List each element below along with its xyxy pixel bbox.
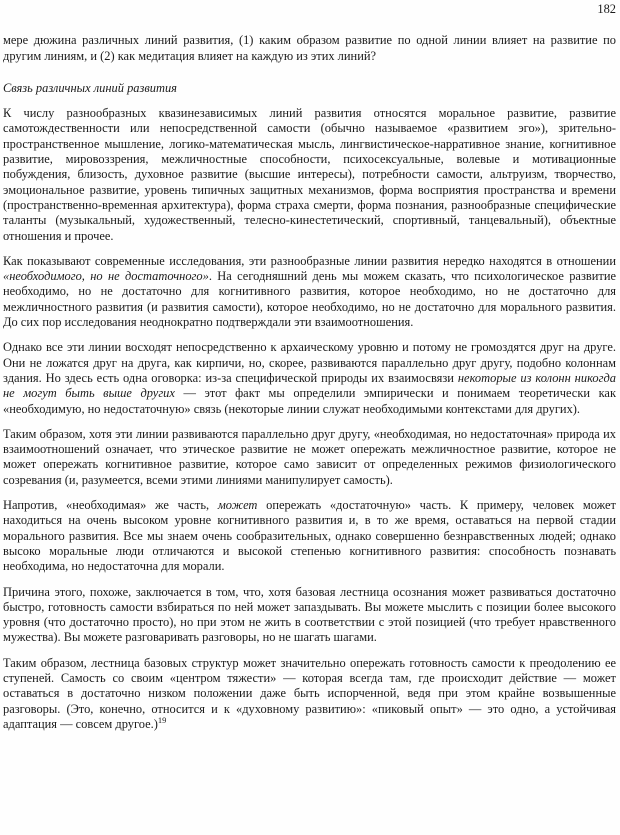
paragraph-text: Однако все эти линии восходят непосредственно к архаическому уровню и потому не громоздятся друг на друге. Они не ложатся друг на друга, как кирпичи, но, скорее, развиваются параллельно друг другу, подобно колоннам здания. Но здесь есть одна оговорка: из-за специфической природы их взаимосвязи bbox=[3, 340, 616, 385]
italic-phrase: может bbox=[217, 498, 258, 513]
page-number: 182 bbox=[597, 2, 616, 16]
section-heading: Связь различных линий развития bbox=[3, 80, 177, 95]
paragraph-necessary-not-sufficient bbox=[3, 254, 616, 330]
paragraph-text: опережать «достаточную» часть. К примеру, человек может находиться на очень высоком уровне когнитивного развития и, в то же время, оставаться на первой стадии морального развития. Все мы знаем очень сообразительных, однако совершенно безнравственных людей; однако высоко моральные люди отличаются и высокой степенью когнитивного развития: способность познавать необходима, но недостаточна для морали. bbox=[3, 498, 616, 574]
italic-phrase: «необходимого, но не достаточного» bbox=[3, 269, 209, 284]
paragraph-columns-analogy bbox=[3, 340, 616, 416]
paragraph-quasi-independent-lines bbox=[3, 106, 616, 244]
paragraph-parallel-development bbox=[3, 427, 616, 488]
paragraph-text: Как показывают современные исследования, эти разнообразные линии развития нередко находятся в отношении bbox=[3, 253, 616, 268]
paragraph-text: Таким образом, хотя эти линии развиваются параллельно друг другу, «необходимая, но недостаточная» природа их взаимоотношений означает, что этическое развитие не может опережать межличностное развитие, которое не может опережать когнитивное развитие, которое само зависит от определенных режимов физиологического созревания (и, разумеется, всеми этими линиями манипулирует самость). bbox=[3, 426, 616, 487]
paragraph-text: Напротив, «необходимая» же часть, bbox=[3, 498, 218, 513]
italic-phrase: некоторые из колонн никогда не могут быть выше других bbox=[3, 370, 616, 401]
paragraph-text: Таким образом, лестница базовых структур может значительно опережать готовность самости к преодолению ее ступеней. Самость со своим «центром тяжести» — которая всегда там, где происходит действие — может оставаться в достаточно низком положении даже быть испорченной, ведя при этом крайне возвышенные разговоры. (Это, конечно, относится и к «духовному развитию»: «пиковый опыт» — это одно, а устойчивая адаптация — совсем другое.) bbox=[3, 655, 616, 731]
paragraph-intro-continuation bbox=[3, 33, 616, 64]
document-page bbox=[3, 2, 616, 835]
footnote-reference: 19 bbox=[157, 714, 167, 725]
paragraph-text: . На сегодняшний день мы можем сказать, что психологическое развитие необходимо, но не достаточно для когнитивного развития, которое необходимо, но не достаточно для межличностного развития (и развития самости), которое необходимо, но не достаточно для морального развития. До сих пор исследования неоднократно подтверждали эти взаимоотношения. bbox=[3, 269, 616, 330]
paragraph-text: — этот факт мы определили эмпирически и понимаем теоретически как «необходимую, но недостаточную» связь (некоторые линии служат необходимыми контекстами для других). bbox=[3, 386, 616, 416]
paragraph-text: Причина этого, похоже, заключается в том, что, хотя базовая лестница осознания может развиваться достаточно быстро, готовность самости взбираться по ней может запаздывать. Вы можете мыслить с позиции более высокого уровня (что достаточно просто), но при этом не жить в соответствии с этой позицией (что требует нравственного мужества). Вы можете разговаривать разговоры, но не шагать шагами. bbox=[3, 584, 616, 645]
paragraph-reason bbox=[3, 585, 616, 646]
paragraph-text: мере дюжина различных линий развития, (1) каким образом развитие по одной линии влияет на развитие по другим линиям, и (2) как медитация влияет на каждую из этих линий? bbox=[3, 33, 616, 63]
paragraph-conversely bbox=[3, 498, 616, 574]
paragraph-text: К числу разнообразных квазинезависимых линий развития относятся моральное развитие, развитие самотождественности или непосредственной самости (обычно называемое «развитием эго»), зрительно-пространственное мышление, логико-математическая мысль, лингвистическое-нарративное знание, когнитивное развитие, мировоззрения, межличностные способности, психосексуальные, волевые и мотивационные побуждения, близость, духовное развитие (высшие интересы), потребности самости, альтруизм, творчество, эмоциональное развитие, уровень типичных защитных механизмов, форма восприятия пространства и времени (пространственно-временная архитектура), форма страха смерти, форма познания, разнообразные специфические таланты (музыкальный, художественный, телесно-кинестетический, спортивный, танцевальный), объектные отношения и прочее. bbox=[3, 106, 616, 243]
paragraph-ladder-of-structures bbox=[3, 656, 616, 732]
